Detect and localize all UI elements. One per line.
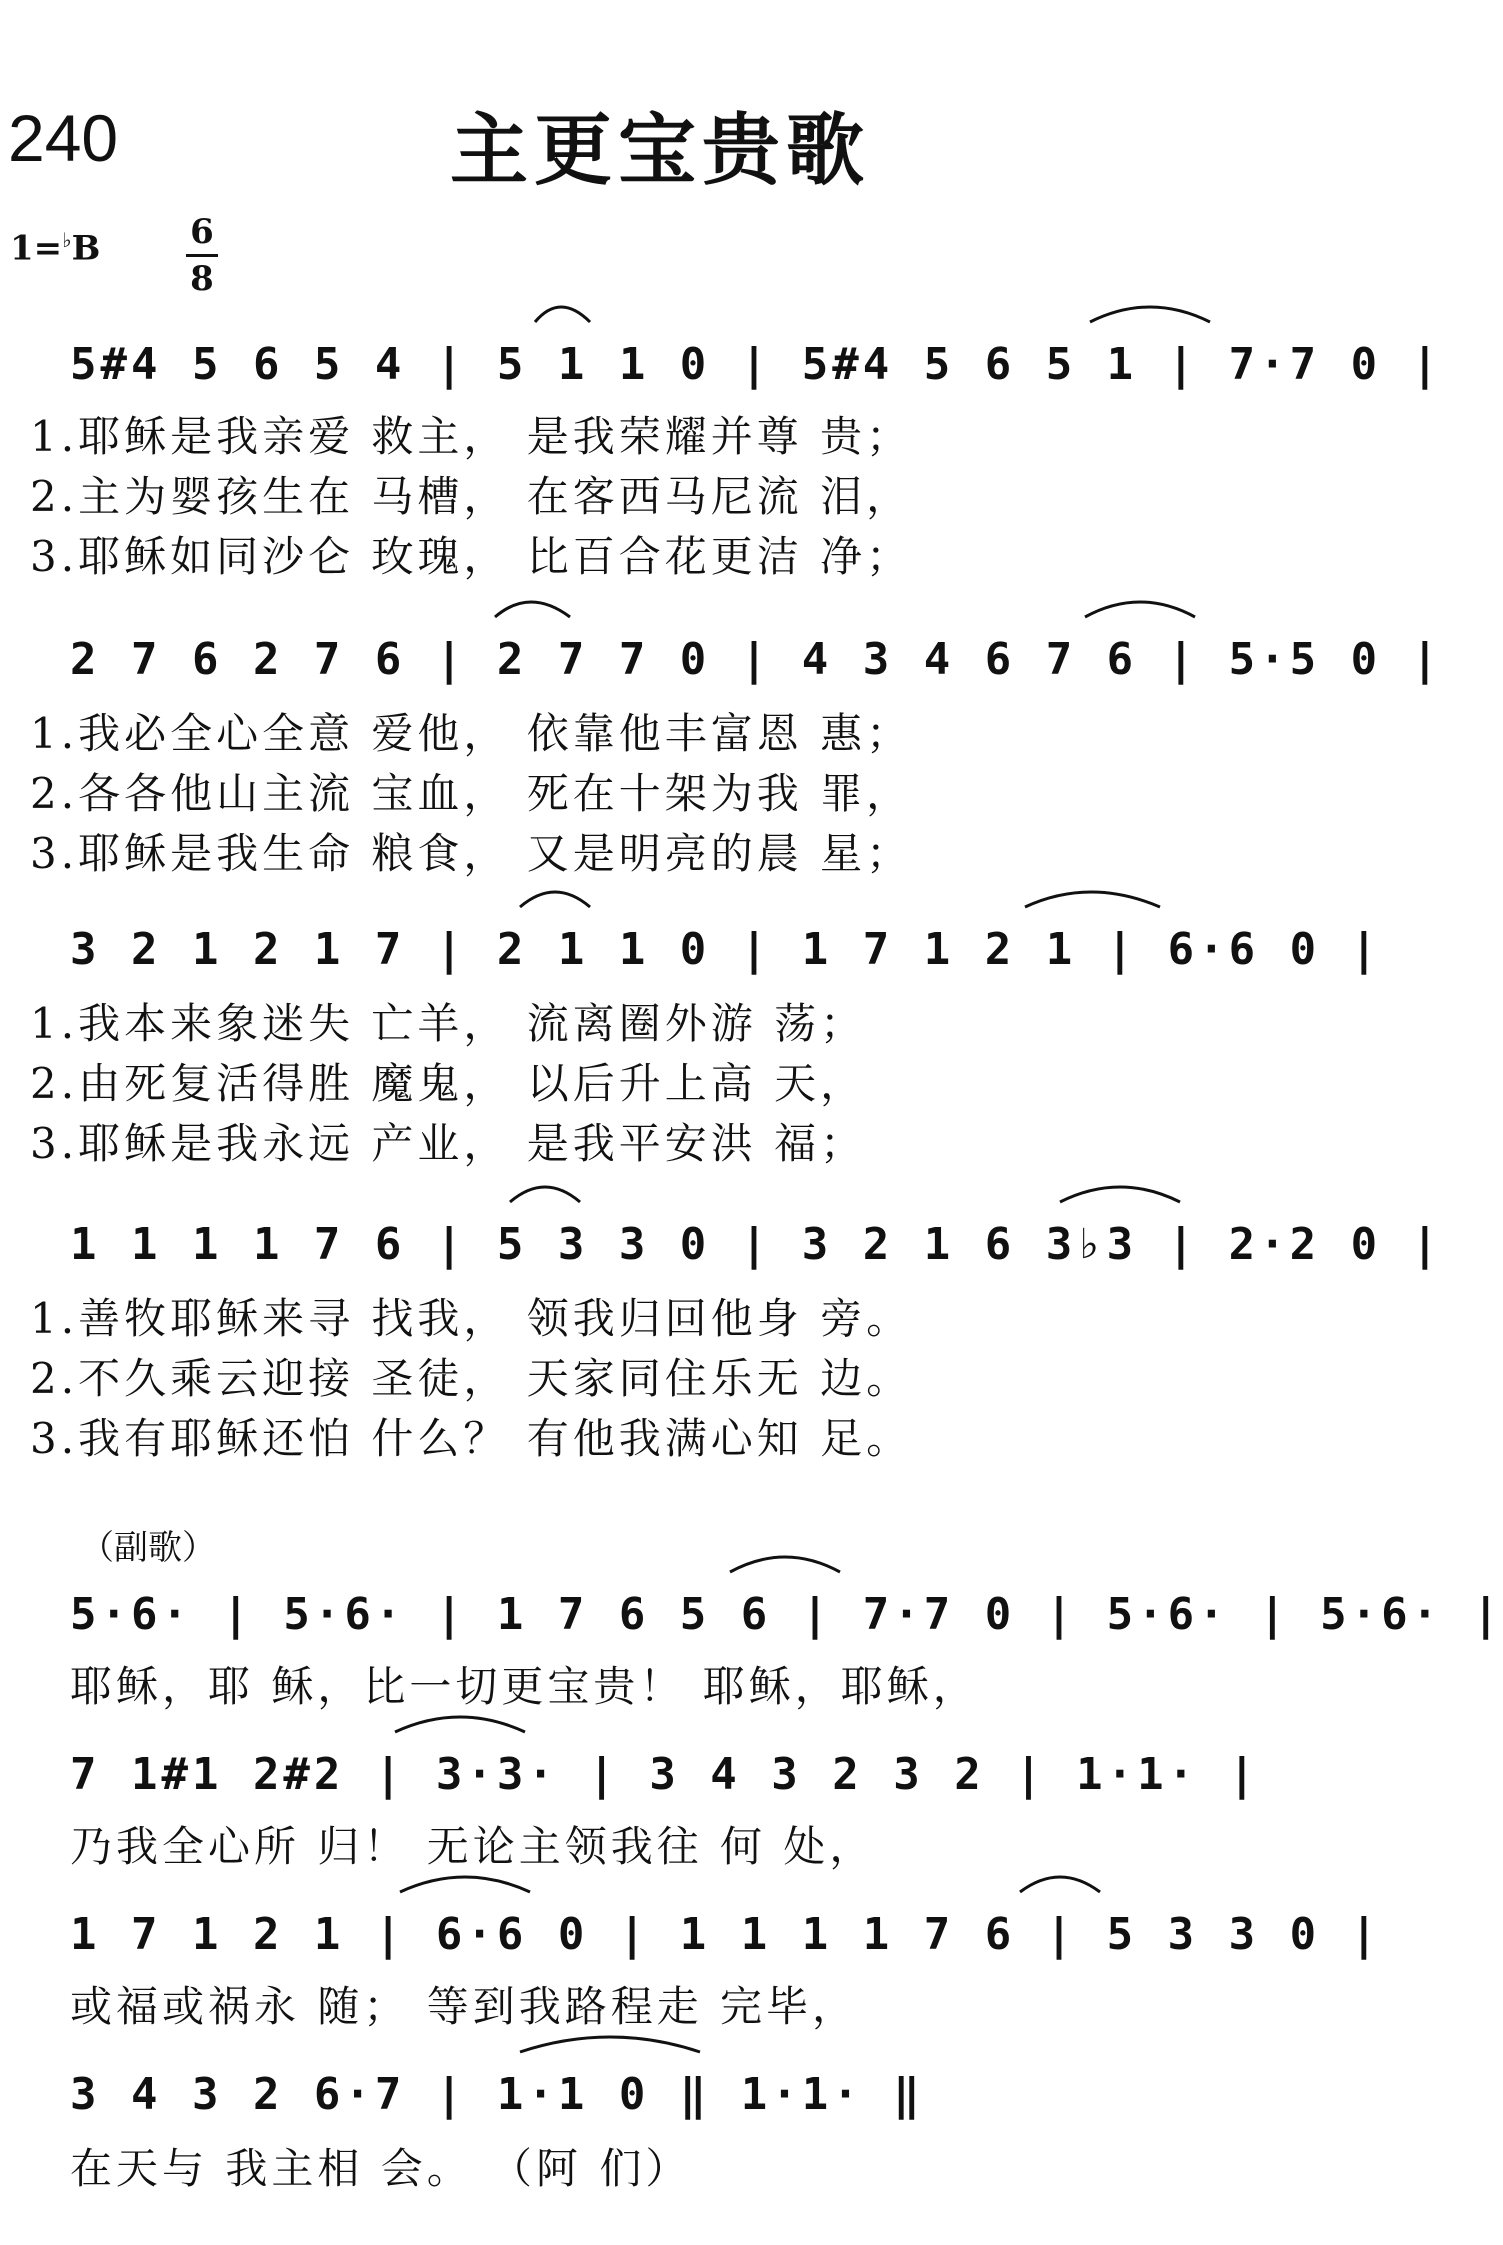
notes-line: 2 7 6 2 7 6 | 2 7 7 0 | 4 3 4 6 7 6 | 5·5 0 | bbox=[70, 634, 1443, 685]
time-top: 6 bbox=[190, 212, 214, 252]
chorus-label: （副歌） bbox=[80, 1528, 216, 1568]
tie-mark bbox=[1020, 1877, 1100, 1892]
tie-mark bbox=[1060, 1187, 1180, 1202]
tie-mark bbox=[520, 2037, 700, 2052]
tie-mark bbox=[510, 1187, 580, 1202]
flat-sign: ♭ bbox=[62, 228, 72, 252]
notes-line: 5#4 5 6 5 4 | 5 1 1 0 | 5#4 5 6 5 1 | 7·7 0 | bbox=[70, 339, 1443, 390]
lyric-line: 1.耶稣是我亲爱 救主， 是我荣耀并尊 贵； bbox=[30, 412, 913, 461]
notes-line: 3 4 3 2 6·7 | 1·1 0 ‖ 1·1· ‖ bbox=[70, 2069, 924, 2120]
lyric-line: 1.我本来象迷失 亡羊， 流离圈外游 荡； bbox=[30, 999, 867, 1048]
tie-mark bbox=[1085, 602, 1195, 617]
tie-mark bbox=[535, 307, 590, 322]
lyric-line: 3.耶稣是我生命 粮食， 又是明亮的晨 星； bbox=[30, 829, 913, 878]
key-note: B bbox=[71, 228, 101, 269]
tie-mark bbox=[520, 892, 590, 907]
tie-mark bbox=[395, 1717, 525, 1732]
tie-mark bbox=[1025, 892, 1160, 907]
tie-mark bbox=[730, 1557, 840, 1572]
lyric-line: 乃我全心所 归！ 无论主领我往 何 处， bbox=[70, 1822, 876, 1871]
notes-line: 1 7 1 2 1 | 6·6 0 | 1 1 1 1 7 6 | 5 3 3 0 | bbox=[70, 1909, 1382, 1960]
key-prefix: 1= bbox=[10, 228, 63, 269]
lyric-line: 2.各各他山主流 宝血， 死在十架为我 罪， bbox=[30, 769, 913, 818]
notes-line: 1 1 1 1 7 6 | 5 3 3 0 | 3 2 1 6 3♭3 | 2·2 0 | bbox=[70, 1219, 1443, 1270]
tie-mark bbox=[400, 1877, 530, 1892]
lyric-line: 2.由死复活得胜 魔鬼， 以后升上高 天， bbox=[30, 1059, 867, 1108]
time-signature bbox=[182, 212, 222, 299]
time-bottom: 8 bbox=[190, 259, 214, 299]
lyric-line: 3.我有耶稣还怕 什么？ 有他我满心知 足。 bbox=[30, 1414, 913, 1463]
lyric-line: 3.耶稣如同沙仑 玫瑰， 比百合花更洁 净； bbox=[30, 532, 913, 581]
lyric-line: 2.主为婴孩生在 马槽， 在客西马尼流 泪， bbox=[30, 472, 913, 521]
hymn-title: 主更宝贵歌 bbox=[450, 105, 871, 196]
lyric-line: 或福或祸永 随； 等到我路程走 完毕， bbox=[70, 1982, 859, 2031]
lyric-line: 耶稣，耶 稣，比一切更宝贵！ 耶稣，耶稣， bbox=[70, 1662, 979, 1711]
hymn-number: 240 bbox=[8, 101, 119, 175]
lyric-line: 1.善牧耶稣来寻 找我， 领我归回他身 旁。 bbox=[30, 1294, 913, 1343]
lyric-line: 3.耶稣是我永远 产业， 是我平安洪 福； bbox=[30, 1119, 867, 1168]
notes-line: 5·6· | 5·6· | 1 7 6 5 6 | 7·7 0 | 5·6· | 5·6· | bbox=[70, 1589, 1503, 1640]
tie-mark bbox=[1090, 307, 1210, 322]
notes-line: 7 1#1 2#2 | 3·3· | 3 4 3 2 3 2 | 1·1· | bbox=[70, 1749, 1260, 1800]
lyric-line: 1.我必全心全意 爱他， 依靠他丰富恩 惠； bbox=[30, 709, 913, 758]
key-signature bbox=[10, 228, 100, 268]
lyric-line: 2.不久乘云迎接 圣徒， 天家同住乐无 边。 bbox=[30, 1354, 913, 1403]
tie-mark bbox=[495, 602, 570, 617]
lyric-line: 在天与 我主相 会。 （阿 们） bbox=[70, 2144, 692, 2193]
notes-line: 3 2 1 2 1 7 | 2 1 1 0 | 1 7 1 2 1 | 6·6 0 | bbox=[70, 924, 1382, 975]
